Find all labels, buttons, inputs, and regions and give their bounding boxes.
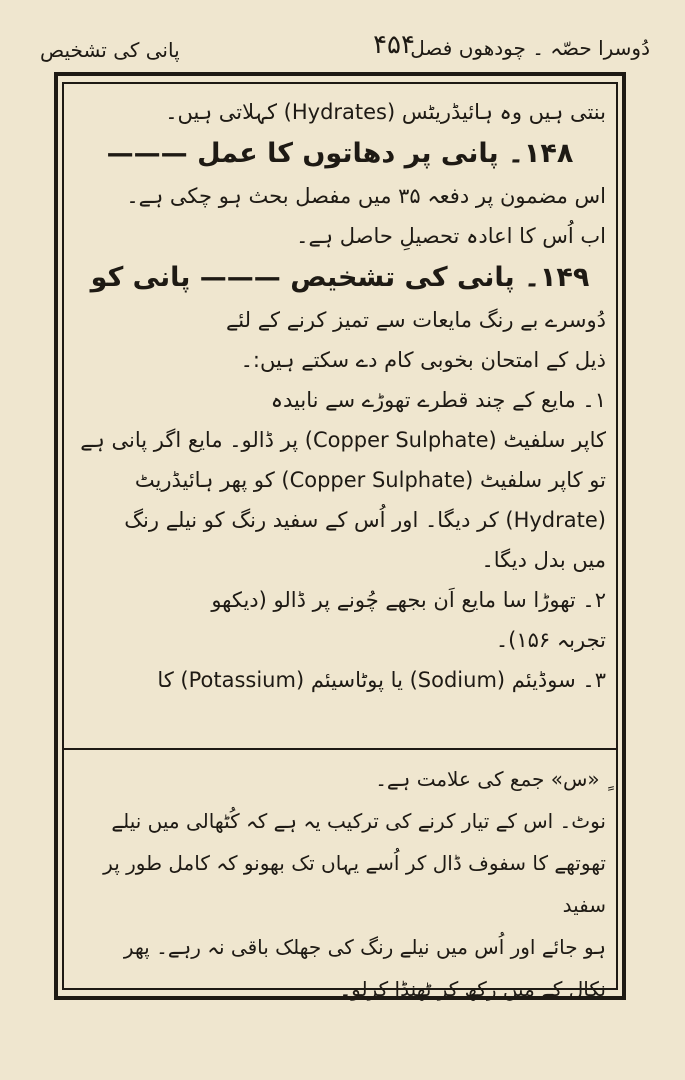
footnote-line: ٍ «س» جمع کی علامت ہے۔	[375, 767, 606, 791]
text-line: دُوسرے بے رنگ مایعات سے تمیز کرنے کے لئے	[226, 308, 606, 332]
section-title: دُوسرا حصّہ ۔ چودھوں فصل	[410, 36, 650, 60]
page-number: ۴۵۴	[373, 30, 415, 60]
text-line: اس مضمون پر دفعہ ۳۵ میں مفصل بحث ہو چکی ہے۔	[126, 184, 606, 208]
text-line: ۱۔ مایع کے چند قطرے تھوڑے سے نابیدہ	[270, 388, 606, 412]
section-heading-148: ۱۴۸۔ پانی پر دھاتوں کا عمل ———	[106, 138, 574, 169]
running-title: پانی کی تشخیص	[40, 38, 180, 62]
text-line: تو کاپر سلفیٹ (Copper Sulphate) کو پھر ہائیڈریٹ	[134, 468, 606, 492]
text-line: ۳۔ سوڈیئم (Sodium) یا پوٹاسیئم (Potassium) کا	[157, 668, 606, 692]
footnote-line: نوٹ۔ اس کے تیار کرنے کی ترکیب یہ ہے کہ کُٹھالی میں نیلے	[111, 809, 606, 833]
text-line: بنتی ہیں وہ ہائیڈریٹس (Hydrates) کہلاتی ہیں۔	[165, 100, 606, 124]
text-line: ذیل کے امتحان بخوبی کام دے سکتے ہیں:۔	[240, 348, 606, 372]
footnote-line: نکال کے میں رکھ کر ٹھنڈا کرلو۔	[339, 977, 606, 1001]
text-line: میں بدل دیگا۔	[481, 548, 606, 572]
text-line: اب اُس کا اعادہ تحصیلِ حاصل ہے۔	[296, 224, 606, 248]
footnote-line: تھوتھے کا سفوف ڈال کر اُسے یہاں تک بھونو کہ کامل طور پر سفید	[103, 851, 606, 917]
text-line: تجربہ ۱۵۶)۔	[495, 628, 606, 652]
text-line: (Hydrate) کر دیگا۔ اور اُس کے سفید رنگ کو نیلے رنگ	[124, 508, 606, 532]
section-heading-149: ۱۴۹۔ پانی کی تشخیص ——— پانی کو	[90, 262, 590, 293]
footnote-divider	[62, 748, 618, 750]
text-line: ۲۔ تھوڑا سا مایع اَن بجھے چُونے پر ڈالو (دیکھو	[211, 588, 606, 612]
page-header	[40, 22, 650, 72]
footnote	[74, 758, 606, 1001]
text-line: کاپر سلفیٹ (Copper Sulphate) پر ڈالو۔ مایع اگر پانی ہے	[80, 428, 606, 452]
main-text	[74, 92, 606, 742]
footnote-line: ہو جائے اور اُس میں نیلے رنگ کی جھلک باقی نہ رہے۔ پھر	[123, 935, 606, 959]
